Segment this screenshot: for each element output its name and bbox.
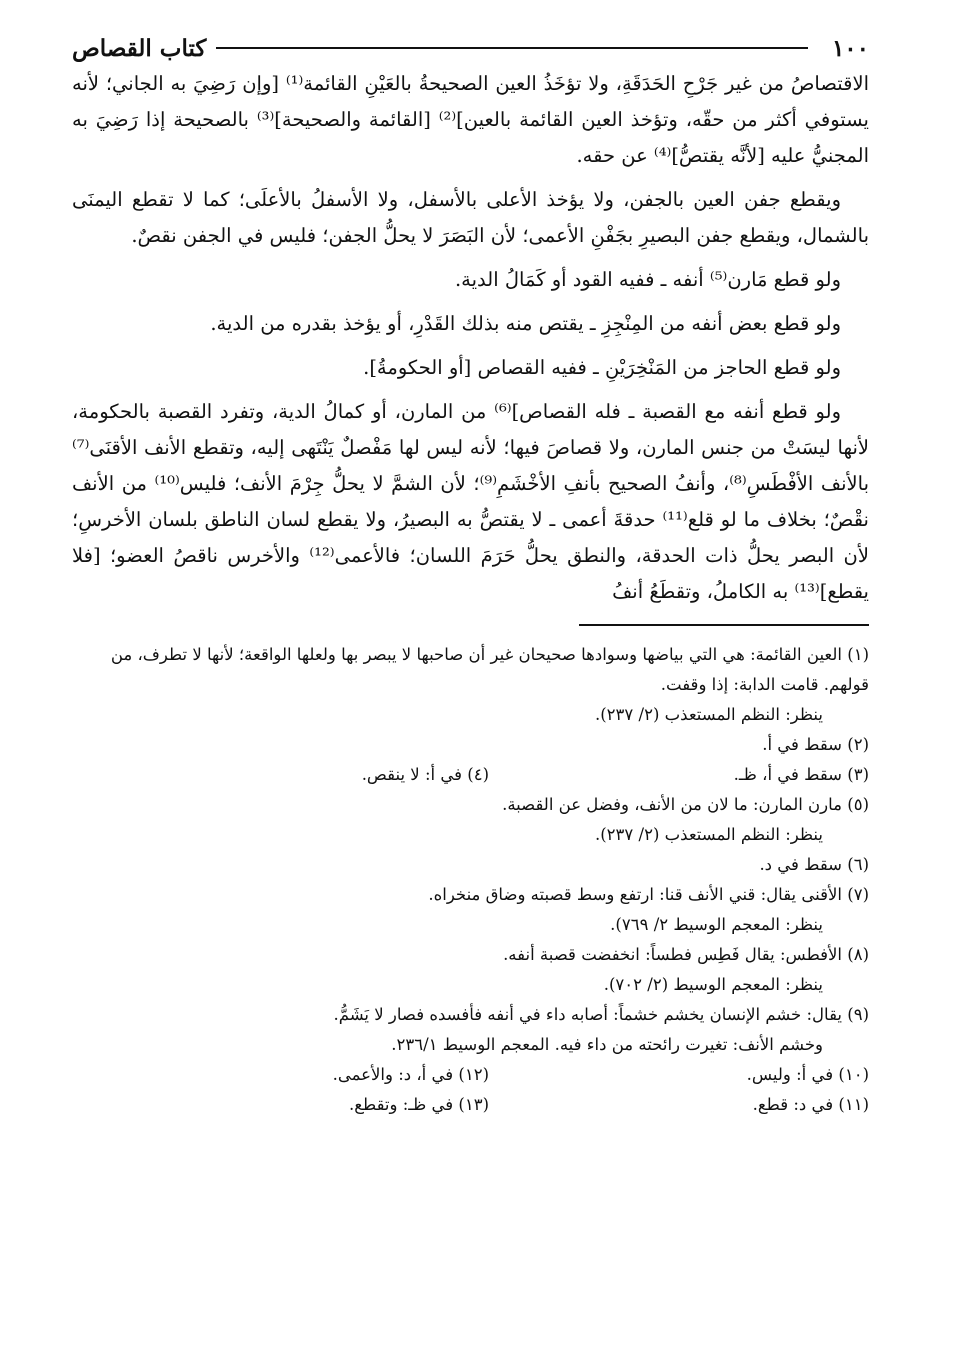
footnote: (٩) يقال: خشم الإنسان يخشم خشماً: أصابه داء في أنفه فأفسده فصار لا يَشَمُّ.: [333, 1005, 869, 1024]
footnote-row: [72, 760, 869, 790]
footnote-continuation: وخشم الأنف: تغيرت رائحته من داء فيه. المعجم الوسيط ٢٣٦/١.: [391, 1035, 823, 1054]
paragraph: ولو قطع الحاجز من المَنْخِرَيْنِ ـ ففيه القصاص [أو الحكومةُ].: [363, 356, 841, 379]
footnotes: [72, 640, 869, 1120]
footnote: (١٢) في أ، د: والأعمى.: [332, 1065, 489, 1084]
paragraph: ولو قطع بعض أنفه من المِنْجِزِ ـ يقتص منه بذلك القَدْرِ، أو يؤخذ بقدره من الدية.: [210, 312, 841, 335]
header-rule: [216, 47, 808, 49]
footnote-reference: ينظر: المعجم الوسيط ٢/ ٧٦٩).: [610, 915, 823, 934]
footnote-reference: ينظر: النظم المستعذب (٢/ ٢٣٧).: [594, 825, 823, 844]
footnote: (٢) سقط في أ.: [762, 735, 869, 754]
footnote-row: [72, 1060, 869, 1090]
page-number: ١٠٠: [831, 34, 869, 62]
footnote: (١١) في د: قطع.: [752, 1095, 869, 1114]
footnote: (٥) مارن المارن: ما لان من الأنف، وفضل عن القصبة.: [502, 795, 869, 814]
footnote-reference: ينظر: المعجم الوسيط (٢/ ٧٠٢).: [603, 975, 823, 994]
footnote: (٣) سقط في أ، ظـ.: [733, 765, 869, 784]
footnote: (٨) الأفطس: يقال فَطِس فطساً: انخفضت قصبة أنفه.: [503, 945, 869, 964]
footnote: (١) العين القائمة: هي التي بياضها وسوادها صحيحان غير أن صاحبها لا يبصر بها ولعلها الواقعة؛ لأنها لا تطرف، من قولهم. قامت الدابة: إذا وقفت.: [110, 645, 869, 694]
paragraph: ولو قطع أنفه مع القصبة ـ فله القصاص]⁽⁶⁾ من المارن، أو كمالُ الدية، وتفرد القصبة بالحكومة، لأنها ليسَتْ من جنس المارن، ولا قصاصَ فيها؛ لأنه ليس لها مَفْصلٌ يَنْتَهى إليه، وتقطع الأنف الأقنَى⁽⁷⁾ بالأنف الأفْطَسِ⁽⁸⁾، وأنفُ الصحيح بأنفِ الأخْشَمِ⁽⁹⁾؛ لأن الشمَّ لا يحلُّ جِرْمَ الأنف؛ فليس⁽¹⁰⁾ من الأنف نقْصٌ؛ بخلاف ما لو قلع⁽¹¹⁾ حدقةَ أعمى ـ لا يقتصُّ به البصيرُ، ولا يقطع لسان الناطق بلسان الأخرسِ؛ لأن البصر يحلُّ ذات الحدقة، والنطق يحلُّ حَرَمَ اللسان؛ فالأعمى⁽¹²⁾ والأخرس ناقصُ العضو؛ [فلا يقطع]⁽¹³⁾ به الكاملُ، وتقطَعُ أنفُ: [72, 400, 869, 603]
footnote: (٤) في أ: لا ينقص.: [361, 765, 489, 784]
footnote-row: [72, 1090, 869, 1120]
book-title: كتاب القصاص: [72, 34, 207, 62]
footnote: (٧) الأقنى يقال: قني الأنف قنا: ارتفع وسط قصبته وضاق منخراه.: [428, 885, 869, 904]
running-head: [72, 30, 869, 66]
footnote-reference: ينظر: النظم المستعذب (٢/ ٢٣٧).: [594, 705, 823, 724]
footnote-rule: [579, 624, 869, 626]
main-text: [72, 66, 869, 610]
paragraph: ولو قطع مَارن⁽⁵⁾ أنفه ـ ففيه القود أو كَمَالُ الدية.: [454, 268, 841, 291]
footnote: (١٠) في أ: وليس.: [746, 1065, 869, 1084]
footnote: (١٣) في ظـ: وتقطع.: [349, 1095, 489, 1114]
paragraph: ويقطع جفن العين بالجفن، ولا يؤخذ الأعلى بالأسفل، ولا الأسفلُ بالأعلَى؛ كما لا تقطع اليمنَى بالشمال، ويقطع جفن البصيرِ بجَفْنِ الأعمى؛ لأن البَصَرَ لا يحلُّ الجفن؛ فليس في الجفن نقصٌ.: [72, 188, 869, 247]
paragraph: الاقتصاصُ من غير جَرْحِ الحَدَقَةِ، ولا تؤخَذُ العين الصحيحةُ بالعَيْنِ القائمة⁽¹⁾ [وإن رَضِيَ به الجاني؛ لأنه يستوفي أكثر من حقّه، وتؤخذ العين القائمة بالعين]⁽²⁾ [القائمة والصحيحة]⁽³⁾ بالصحيحة إذا رَضِيَ به المجنيُّ عليه [لأنَّه يقتصُّ]⁽⁴⁾ عن حقه.: [72, 72, 869, 167]
footnote: (٦) سقط في د.: [759, 855, 869, 874]
